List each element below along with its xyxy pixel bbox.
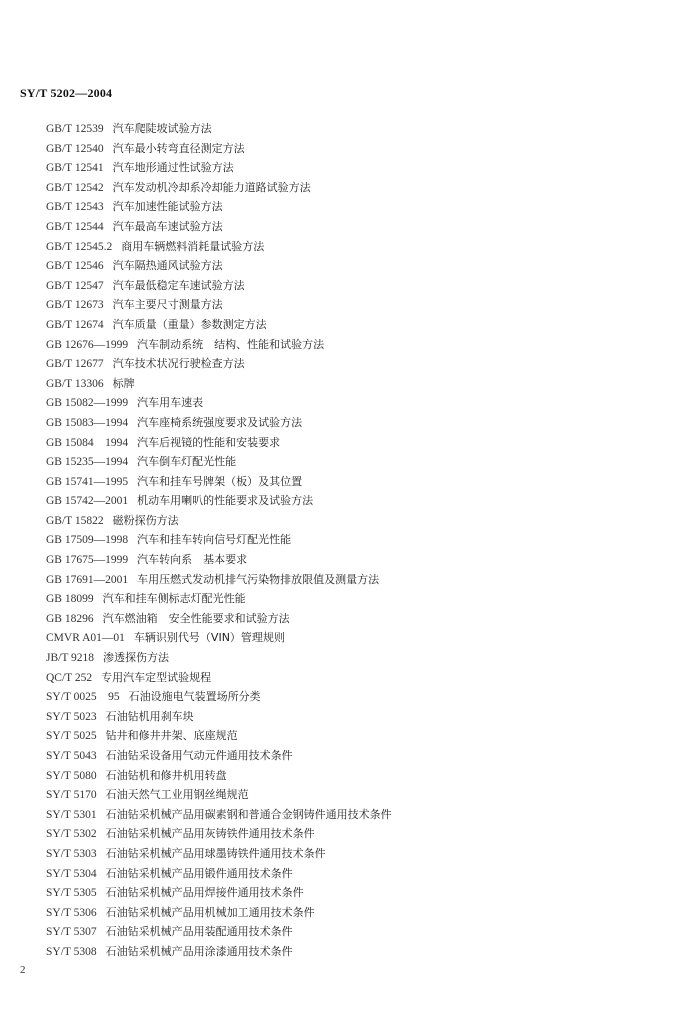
reference-title: 车辆识别代号（VIN）管理规则 [133,631,285,645]
reference-title: 汽车和挂车转向信号灯配光性能 [137,533,292,547]
reference-code: SY/T 5043 [46,750,97,762]
reference-item [46,707,646,727]
reference-title: 标牌 [112,376,135,390]
reference-title: 汽车转向系 基本要求 [137,553,248,567]
reference-item [46,256,646,276]
reference-item [46,217,646,237]
reference-item [46,276,646,296]
reference-item [46,844,646,864]
reference-code: JB/T 9218 [46,652,95,665]
reference-code: GB 15083—1994 [46,416,129,429]
reference-title: 汽车用车速表 [137,396,204,410]
reference-code: GB 18099 [46,593,94,606]
reference-code: GB 15741—1995 [46,475,129,488]
reference-item [46,589,646,609]
reference-title: 石油钻采机械产品用机械加工通用技术条件 [105,905,315,919]
reference-code: GB 15084 1994 [46,436,129,449]
reference-code: GB/T 15822 [46,514,104,527]
reference-title: 汽车最高车速试验方法 [112,219,223,233]
reference-code: SY/T 5303 [46,847,97,860]
reference-code: SY/T 0025 95 [46,691,120,704]
reference-code: GB 15235—1994 [46,456,129,469]
reference-item [46,903,646,923]
reference-item [46,197,646,217]
reference-code: SY/T 5305 [46,887,97,900]
reference-item [46,295,646,315]
reference-item [46,648,646,668]
reference-code: SY/T 5302 [46,828,97,841]
reference-item [46,393,646,413]
reference-title: 石油天然气工业用钢丝绳规范 [105,788,249,802]
normative-references-list [46,119,646,962]
reference-code: GB 15082—1999 [46,397,129,410]
reference-item [46,237,646,257]
reference-item [46,766,646,786]
reference-code: QC/T 252 [46,671,93,684]
reference-title: 汽车加速性能试验方法 [112,200,223,214]
reference-item [46,158,646,178]
reference-item [46,785,646,805]
reference-item [46,609,646,629]
reference-title: 机动车用喇叭的性能要求及试验方法 [137,494,314,508]
reference-title: 石油钻采机械产品用碳素钢和普通合金钢铸件通用技术条件 [105,807,392,821]
reference-item [46,335,646,355]
reference-title: 汽车制动系统 结构、性能和试验方法 [137,337,325,351]
reference-title: 汽车发动机冷却系冷却能力道路试验方法 [112,180,311,194]
reference-code: SY/T 5025 [46,730,97,743]
reference-item [46,354,646,374]
reference-code: SY/T 5170 [46,789,97,802]
reference-code: GB/T 12545.2 [46,240,113,253]
reference-item [46,883,646,903]
reference-item [46,942,646,962]
reference-item [46,433,646,453]
reference-title: 石油钻采机械产品用锻件通用技术条件 [105,866,293,880]
reference-code: GB/T 12673 [46,299,104,312]
reference-title: 石油钻机用刹车块 [105,709,194,723]
reference-item [46,452,646,472]
page-number: 2 [20,964,26,976]
reference-item [46,864,646,884]
reference-item [46,922,646,942]
reference-code: GB 15742—2001 [46,495,129,508]
reference-title: 汽车最小转弯直径测定方法 [112,141,245,155]
reference-code: CMVR A01—01 [46,632,125,645]
reference-title: 钻井和修井井架、底座规范 [105,729,238,743]
reference-title: 石油设施电气装置场所分类 [128,690,261,704]
reference-code: GB 17675—1999 [46,554,129,567]
reference-code: GB/T 12542 [46,181,104,194]
reference-title: 石油钻采机械产品用焊接件通用技术条件 [105,886,304,900]
reference-item [46,746,646,766]
reference-item [46,119,646,139]
reference-title: 汽车隔热通风试验方法 [112,259,223,273]
reference-code: GB/T 12547 [46,279,104,292]
reference-code: GB/T 12677 [46,358,104,371]
reference-title: 汽车主要尺寸测量方法 [112,298,223,312]
reference-code: GB 12676—1999 [46,338,129,351]
reference-title: 渗透探伤方法 [103,651,170,665]
reference-title: 汽车后视镜的性能和安装要求 [137,435,281,449]
reference-code: SY/T 5307 [46,926,97,939]
reference-item [46,374,646,394]
reference-item [46,472,646,492]
reference-title: 汽车地形通过性试验方法 [112,161,234,175]
reference-item [46,550,646,570]
reference-title: 石油钻采机械产品用灰铸铁件通用技术条件 [105,827,315,841]
reference-title: 汽车和挂车号牌架（板）及其位置 [137,474,303,488]
reference-title: 石油钻采机械产品用装配通用技术条件 [105,925,293,939]
reference-title: 石油钻采机械产品用球墨铸铁件通用技术条件 [105,846,326,860]
reference-item [46,413,646,433]
reference-title: 汽车技术状况行驶检查方法 [112,357,245,371]
reference-code: SY/T 5308 [46,945,97,958]
standard-code-header: SY/T 5202—2004 [20,86,113,100]
reference-item [46,511,646,531]
reference-code: SY/T 5304 [46,867,97,880]
reference-item [46,139,646,159]
reference-title: 汽车座椅系统强度要求及试验方法 [137,415,303,429]
reference-title: 石油钻采机械产品用涂漆通用技术条件 [105,944,293,958]
reference-code: SY/T 5023 [46,710,97,723]
reference-item [46,530,646,550]
reference-item [46,668,646,688]
reference-title: 汽车质量（重量）参数测定方法 [112,317,267,331]
reference-code: GB/T 12543 [46,201,104,214]
reference-item [46,726,646,746]
reference-item [46,570,646,590]
reference-item [46,805,646,825]
reference-title: 汽车燃油箱 安全性能要求和试验方法 [102,611,290,625]
reference-code: GB/T 12540 [46,142,104,155]
reference-item [46,824,646,844]
reference-code: GB/T 12539 [46,123,104,135]
reference-code: GB 17509—1998 [46,534,129,547]
reference-item [46,491,646,511]
reference-title: 车用压燃式发动机排气污染物排放限值及测量方法 [137,572,380,586]
reference-code: GB/T 12541 [46,162,104,175]
reference-title: 汽车爬陡坡试验方法 [112,122,212,135]
reference-code: SY/T 5080 [46,769,97,782]
reference-code: GB/T 13306 [46,377,104,390]
reference-title: 专用汽车定型试验规程 [101,670,212,684]
reference-title: 石油钻机和修井机用转盘 [105,768,227,782]
reference-code: GB/T 12674 [46,318,104,331]
reference-title: 汽车最低稳定车速试验方法 [112,278,245,292]
reference-code: GB 17691—2001 [46,573,129,586]
reference-code: SY/T 5301 [46,808,97,821]
reference-code: GB/T 12544 [46,220,104,233]
reference-title: 商用车辆燃料消耗量试验方法 [121,239,265,253]
reference-title: 磁粉探伤方法 [112,513,179,527]
reference-title: 汽车倒车灯配光性能 [137,455,237,469]
reference-title: 汽车和挂车侧标志灯配光性能 [102,592,246,606]
reference-item [46,687,646,707]
reference-code: GB 18296 [46,612,94,625]
reference-code: SY/T 5306 [46,906,97,919]
reference-item [46,178,646,198]
reference-item [46,628,646,648]
reference-code: GB/T 12546 [46,260,104,273]
reference-item [46,315,646,335]
reference-title: 石油钻采设备用气动元件通用技术条件 [105,749,293,762]
